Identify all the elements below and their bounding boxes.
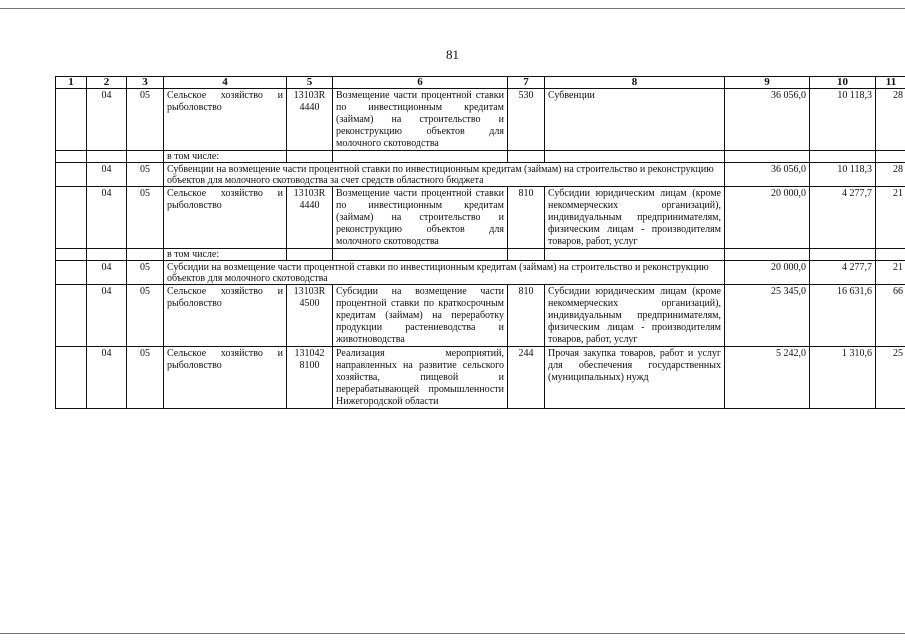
table-row: [56, 261, 905, 285]
including-label: в том числе:: [164, 151, 287, 163]
target-code: 13103R 4440: [287, 187, 333, 249]
expense-type-code: 810: [508, 285, 545, 347]
column-header: 11: [876, 77, 905, 89]
column-header: 4: [164, 77, 287, 89]
percent-done: 28: [876, 163, 905, 187]
plan-amount: 20 000,0: [725, 261, 810, 285]
section-code: 04: [87, 163, 127, 187]
actual-amount: 1 310,6: [810, 347, 876, 409]
actual-amount: 4 277,7: [810, 261, 876, 285]
column-header-row: [56, 77, 905, 89]
subsection-code: 05: [127, 261, 164, 285]
column-header: 1: [56, 77, 87, 89]
percent-done: 25: [876, 347, 905, 409]
expense-type-name: Субсидии юридическим лицам (кроме некоммерческих организаций), индивидуальным предпринимателям, физическим лицам - производителям товаров, работ, услуг: [545, 187, 725, 249]
subsection-code: 05: [127, 285, 164, 347]
subsection-code: 05: [127, 187, 164, 249]
table-row: [56, 187, 905, 249]
expense-type-code: 530: [508, 89, 545, 151]
column-header: 2: [87, 77, 127, 89]
expense-type-code: 810: [508, 187, 545, 249]
target-name: Реализация мероприятий, направленных на развитие сельского хозяйства, пищевой и перерабатывающей промышленности Нижегородской области: [333, 347, 508, 409]
target-code: 131042 8100: [287, 347, 333, 409]
table-row: [56, 347, 905, 409]
column-header: 10: [810, 77, 876, 89]
column-header: 5: [287, 77, 333, 89]
target-code: 13103R 4500: [287, 285, 333, 347]
actual-amount: 16 631,6: [810, 285, 876, 347]
section-name: Сельское хозяйство и рыболовство: [164, 187, 287, 249]
section-name: Сельское хозяйство и рыболовство: [164, 285, 287, 347]
column-header: 3: [127, 77, 164, 89]
column-header: 7: [508, 77, 545, 89]
target-code: 13103R 4440: [287, 89, 333, 151]
section-name: Сельское хозяйство и рыболовство: [164, 89, 287, 151]
budget-table: [55, 76, 905, 409]
target-name: Возмещение части процентной ставки по инвестиционным кредитам (займам) на строительство и реконструкцию объектов для молочного скотоводства: [333, 89, 508, 151]
column-header: 9: [725, 77, 810, 89]
table-row: [56, 151, 905, 163]
target-name: Субсидии на возмещение части процентной ставки по краткосрочным кредитам (займам) на переработку продукции растениеводства и животноводства: [333, 285, 508, 347]
plan-amount: 5 242,0: [725, 347, 810, 409]
plan-amount: 25 345,0: [725, 285, 810, 347]
table-row: [56, 89, 905, 151]
plan-amount: 20 000,0: [725, 187, 810, 249]
item-description: Субсидии на возмещение части процентной ставки по инвестиционным кредитам (займам) на строительство и реконструкцию объектов для молочного скотоводства: [164, 261, 725, 285]
expense-type-name: Субсидии юридическим лицам (кроме некоммерческих организаций), индивидуальным предпринимателям, физическим лицам - производителям товаров, работ, услуг: [545, 285, 725, 347]
percent-done: 66: [876, 285, 905, 347]
target-name: Возмещение части процентной ставки по инвестиционным кредитам (займам) на строительство и реконструкцию объектов для молочного скотоводства: [333, 187, 508, 249]
page-number: 81: [446, 47, 459, 62]
section-name: Сельское хозяйство и рыболовство: [164, 347, 287, 409]
table-row: [56, 285, 905, 347]
section-code: 04: [87, 261, 127, 285]
expense-type-code: 244: [508, 347, 545, 409]
top-rule: [0, 8, 905, 9]
subsection-code: 05: [127, 163, 164, 187]
expense-type-name: Субвенции: [545, 89, 725, 151]
section-code: 04: [87, 347, 127, 409]
plan-amount: 36 056,0: [725, 163, 810, 187]
including-label: в том числе:: [164, 249, 287, 261]
plan-amount: 36 056,0: [725, 89, 810, 151]
column-header: 8: [545, 77, 725, 89]
section-code: 04: [87, 285, 127, 347]
percent-done: 28: [876, 89, 905, 151]
actual-amount: 10 118,3: [810, 163, 876, 187]
subsection-code: 05: [127, 89, 164, 151]
actual-amount: 4 277,7: [810, 187, 876, 249]
column-header: 6: [333, 77, 508, 89]
percent-done: 21: [876, 187, 905, 249]
item-description: Субвенции на возмещение части процентной ставки по инвестиционным кредитам (займам) на строительство и реконструкцию объектов для молочного скотоводства за счет средств областного бюджета: [164, 163, 725, 187]
section-code: 04: [87, 89, 127, 151]
actual-amount: 10 118,3: [810, 89, 876, 151]
percent-done: 21: [876, 261, 905, 285]
table-row: [56, 163, 905, 187]
table-row: [56, 249, 905, 261]
bottom-rule: [0, 633, 905, 634]
subsection-code: 05: [127, 347, 164, 409]
section-code: 04: [87, 187, 127, 249]
expense-type-name: Прочая закупка товаров, работ и услуг для обеспечения государственных (муниципальных) нужд: [545, 347, 725, 409]
